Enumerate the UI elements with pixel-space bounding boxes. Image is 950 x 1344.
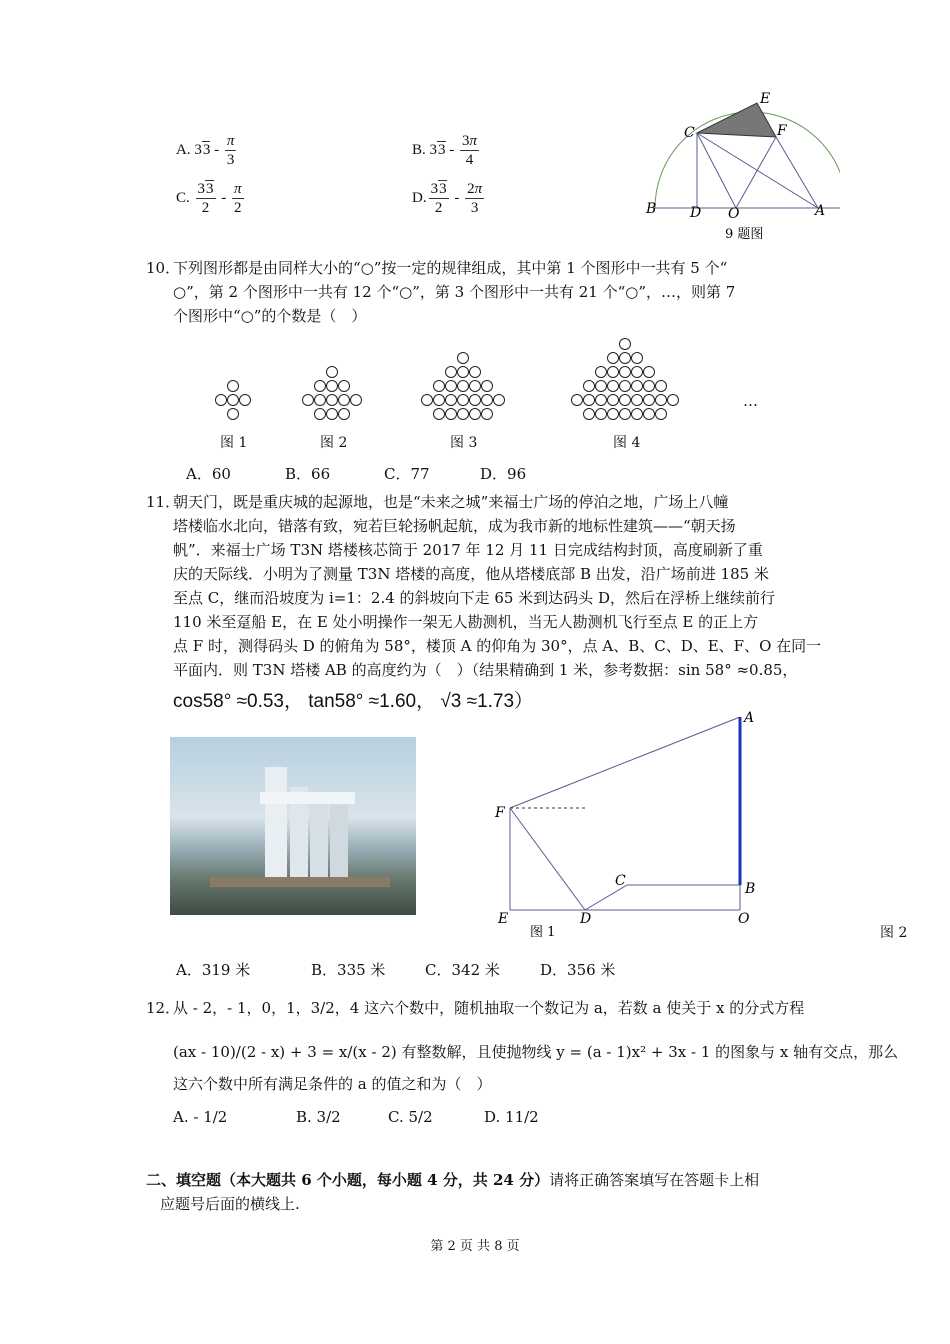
q11-text-1: 朝天门，既是重庆城的起源地，也是“未来之城”来福士广场的停泊之地，广场上八幢 (173, 493, 729, 511)
q12-line-1: 从 - 2，- 1，0，1，3/2，4 这六个数中，随机抽取一个数记为 a，若数 a 使关于 x 的分式方程 (173, 999, 805, 1017)
q11-text-7: 点 F 时，测得码头 D 的俯角为 58°，楼顶 A 的仰角为 30°，点 A、B、C、D、E、F、O 在同一 (173, 637, 822, 655)
label-d: D (690, 205, 702, 221)
pattern-4-circle (644, 409, 655, 420)
pattern-4-circle (584, 409, 595, 420)
q11-option-b: B．335 米 (311, 961, 386, 979)
pattern-4-circle (644, 367, 655, 378)
pattern-3-circle (458, 395, 469, 406)
pattern-2-circle (327, 381, 338, 392)
pattern-2-circle (315, 381, 326, 392)
q12-option-b: B. 3/2 (296, 1108, 341, 1126)
label-o: O (728, 206, 740, 222)
pattern-2-circle (327, 367, 338, 378)
section-2-heading (146, 1168, 759, 1192)
pattern-2-circle (339, 395, 350, 406)
q11-number: 11． (146, 493, 181, 511)
q11-text-6: 110 米至趸船 E，在 E 处小明操作一架无人勘测机，当无人勘测机飞行至点 E 的正上方 (173, 613, 759, 631)
q12-line-3: 这六个数中所有满足条件的 a 的值之和为（ ） (173, 1075, 492, 1093)
pattern-3-circle (458, 353, 469, 364)
q11-text-3: 帆”．来福士广场 T3N 塔楼核芯筒于 2017 年 12 月 11 日完成结构封顶，高度刷新了重 (173, 541, 763, 559)
q10-text-2: ○”，第 2 个图形中一共有 12 个“○”，第 3 个图形中一共有 21 个“○”，…，则第 7 (173, 283, 736, 301)
pattern-4-circle (608, 409, 619, 420)
pattern-1-circle (240, 395, 251, 406)
q10-text-3: 个图形中“○”的个数是（ ） (173, 307, 367, 325)
q10-circle-patterns (200, 330, 800, 430)
q10-fig-3: 图 3 (450, 435, 478, 451)
label-f: F (777, 123, 787, 139)
pattern-4-circle (572, 395, 583, 406)
pattern-3-circle (446, 409, 457, 420)
pattern-4-circle (608, 367, 619, 378)
pattern-4-circle (596, 409, 607, 420)
section-2-title: 二、填空题（本大题共 6 个小题，每小题 4 分，共 24 分） (146, 1171, 550, 1189)
pattern-4-circle (596, 381, 607, 392)
pattern-3-circle (470, 409, 481, 420)
q11-diagram (490, 705, 770, 945)
q11-text-8: 平面内．则 T3N 塔楼 AB 的高度约为（ ）（结果精确到 1 米，参考数据：sin 58° ≈0.85， (173, 661, 798, 679)
section-2-rest: 请将正确答案填写在答题卡上相 (549, 1171, 760, 1189)
pattern-2-circle (315, 409, 326, 420)
pattern-3-circle (470, 381, 481, 392)
q11-text-2: 塔楼临水北向，错落有致，宛若巨轮扬帆起航，成为我市新的地标性建筑——“朝天扬 (173, 517, 736, 535)
q9-figure (640, 85, 840, 245)
q9-caption: 9 题图 (725, 227, 764, 242)
diagram-label-c: C (615, 873, 626, 889)
q11-data-line: cos58° ≈0.53， tan58° ≈1.60， √3 ≈1.73） (173, 691, 534, 712)
label-b: B (646, 201, 657, 217)
pattern-3-circle (434, 395, 445, 406)
pattern-4-circle (620, 353, 631, 364)
pattern-1-circle (228, 409, 239, 420)
label-e: E (760, 91, 771, 107)
q11-text-5: 至点 C，继而沿坡度为 i=1：2.4 的斜坡向下走 65 米到达码头 D，然后在浮桥上继续前行 (173, 589, 775, 607)
pattern-4-circle (668, 395, 679, 406)
pattern-3-circle (434, 409, 445, 420)
q10-fig-2: 图 2 (320, 435, 348, 451)
pattern-4-circle (644, 395, 655, 406)
diagram-label-e: E (498, 911, 509, 927)
pattern-2-circle (351, 395, 362, 406)
q9-option-b: B. 33 - $\frac{3\pi}{4}$ (412, 133, 478, 168)
diagram-label-b: B (745, 881, 756, 897)
pattern-4-circle (608, 353, 619, 364)
pattern-3-circle (446, 395, 457, 406)
q11-fig2-caption: 图 2 (880, 925, 908, 941)
pattern-4-circle (656, 409, 667, 420)
pattern-4-circle (596, 395, 607, 406)
diagram-label-d: D (580, 911, 592, 927)
pattern-3-circle (446, 381, 457, 392)
q10-option-b: B．66 (285, 465, 331, 483)
q11-option-d: D．356 米 (540, 961, 616, 979)
pattern-4-circle (620, 381, 631, 392)
q12-number: 12． (146, 999, 181, 1017)
pattern-4-circle (620, 339, 631, 350)
pattern-2-circle (303, 395, 314, 406)
q10-ellipsis: … (743, 392, 758, 410)
pattern-2-circle (327, 395, 338, 406)
q9-option-d: D. $\frac{33}{2}$ - $\frac{2\pi}{3}$ (412, 181, 483, 216)
q11-text-4: 庆的天际线．小明为了测量 T3N 塔楼的高度，他从塔楼底部 B 出发，沿广场前进 185 米 (173, 565, 769, 583)
pattern-4-circle (620, 395, 631, 406)
pattern-3-circle (482, 395, 493, 406)
diagram-label-o: O (738, 911, 750, 927)
pattern-2-circle (327, 409, 338, 420)
pattern-3-circle (470, 395, 481, 406)
pattern-1-circle (216, 395, 227, 406)
pattern-3-circle (458, 381, 469, 392)
pattern-1-circle (228, 381, 239, 392)
diagram-label-f: F (495, 805, 505, 821)
pattern-4-circle (656, 381, 667, 392)
q11-fig1-caption: 图 1 (530, 925, 556, 940)
pattern-3-circle (422, 395, 433, 406)
pattern-2-circle (315, 395, 326, 406)
q10-option-c: C．77 (384, 465, 430, 483)
pattern-3-circle (494, 395, 505, 406)
pattern-3-circle (482, 409, 493, 420)
pattern-4-circle (620, 409, 631, 420)
pattern-1-circle (228, 395, 239, 406)
pattern-3-circle (482, 381, 493, 392)
q11-option-c: C．342 米 (425, 961, 500, 979)
pattern-3-circle (470, 367, 481, 378)
pattern-4-circle (656, 395, 667, 406)
q9-option-c: C. $\frac{33}{2}$ - $\frac{\pi}{2}$ (176, 181, 242, 216)
pattern-4-circle (584, 395, 595, 406)
q10-text-1: 下列图形都是由同样大小的“○”按一定的规律组成，其中第 1 个图形中一共有 5 个“ (173, 259, 728, 277)
q12-line-2: (ax - 10)/(2 - x) + 3 = x/(x - 2) 有整数解，且使抛物线 y = (a - 1)x² + 3x - 1 的图象与 x 轴有交点，那么 (173, 1043, 899, 1061)
pattern-4-circle (584, 381, 595, 392)
q10-option-a: A．60 (186, 465, 231, 483)
q9-option-a: A. 33 - $\frac{\pi}{3}$ (176, 133, 235, 168)
q11-option-a: A．319 米 (176, 961, 251, 979)
pattern-4-circle (632, 353, 643, 364)
pattern-3-circle (446, 367, 457, 378)
page-footer: 第 2 页 共 8 页 (430, 1239, 520, 1254)
pattern-4-circle (632, 381, 643, 392)
diagram-label-a: A (744, 710, 755, 726)
pattern-3-circle (458, 367, 469, 378)
pattern-3-circle (434, 381, 445, 392)
q10-fig-1: 图 1 (220, 435, 248, 451)
label-c: C (684, 125, 695, 141)
q12-option-c: C. 5/2 (388, 1108, 433, 1126)
q12-option-d: D. 11/2 (484, 1108, 539, 1126)
q12-option-a: A. - 1/2 (173, 1108, 228, 1126)
q10-option-d: D．96 (480, 465, 527, 483)
pattern-4-circle (632, 395, 643, 406)
pattern-2-circle (339, 409, 350, 420)
pattern-4-circle (644, 381, 655, 392)
pattern-4-circle (608, 381, 619, 392)
q10-number: 10． (146, 259, 181, 277)
label-a: A (815, 203, 826, 219)
t3n-tower-photo (170, 737, 416, 915)
q10-fig-4: 图 4 (613, 435, 641, 451)
pattern-4-circle (608, 395, 619, 406)
pattern-2-circle (339, 381, 350, 392)
pattern-4-circle (632, 409, 643, 420)
pattern-3-circle (458, 409, 469, 420)
pattern-4-circle (596, 367, 607, 378)
pattern-4-circle (620, 367, 631, 378)
pattern-4-circle (632, 367, 643, 378)
section-2-line-2: 应题号后面的横线上. (160, 1195, 300, 1213)
